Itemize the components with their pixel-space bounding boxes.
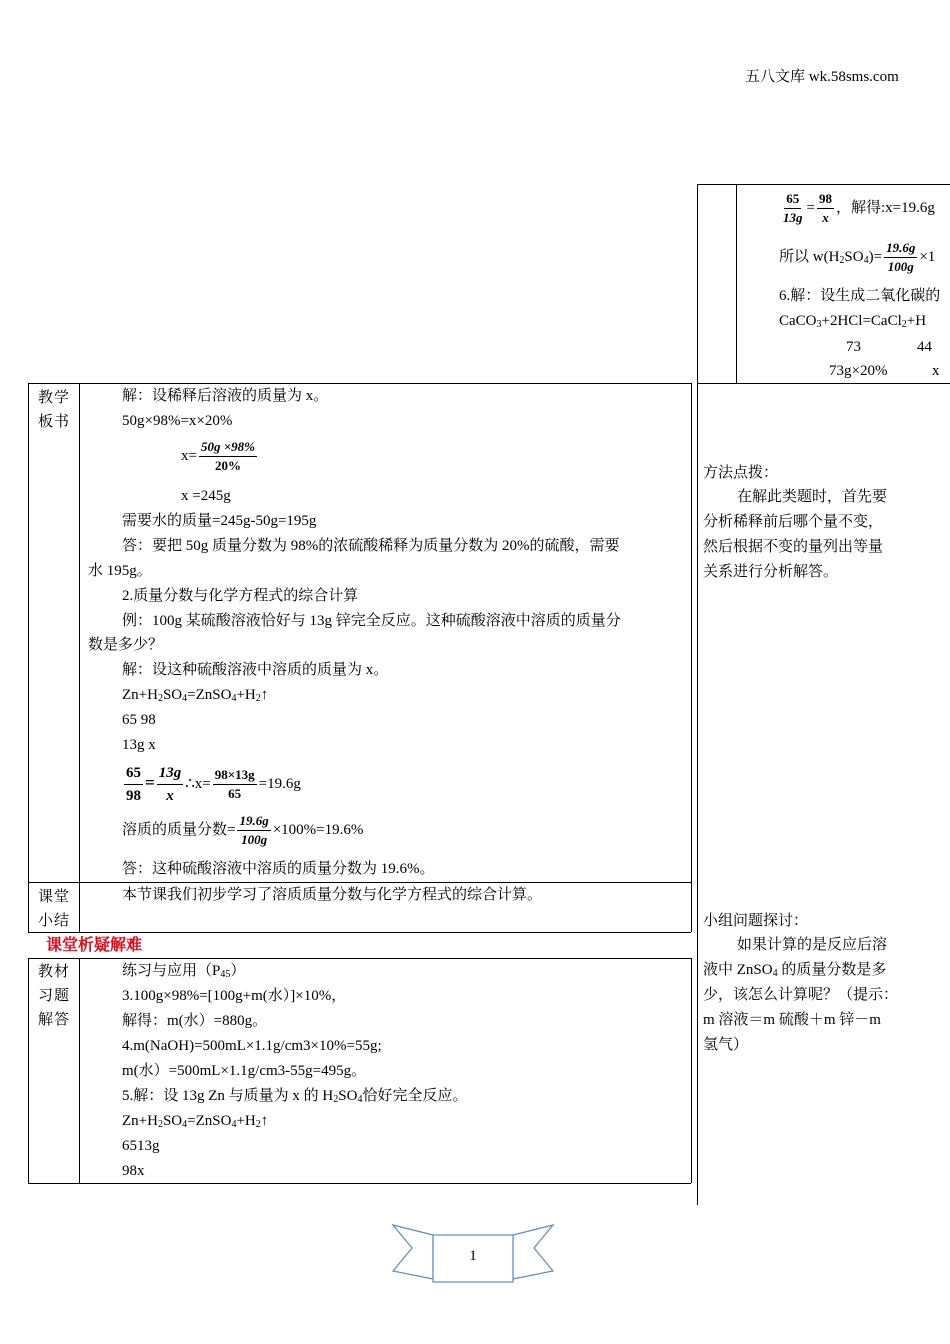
top-caco3-equation: CaCO$_3$+2HCl=CaCl$_2$+H — [779, 313, 927, 330]
top-mass1: 73g×20% — [829, 363, 888, 379]
top-w-h2so4: 所以 $w(H_2SO_4)=$ $\frac{19.6g}{100g}$ ×1 — [779, 240, 936, 275]
exercise-zn-equation: $Zn+H_2SO_4=ZnSO_4+H_2↑$ — [122, 1113, 269, 1130]
summary-label: 课堂 小结 — [38, 889, 71, 929]
board-label: 教学 板书 — [38, 390, 71, 430]
top-num1: 73 — [846, 339, 861, 355]
summary-text: 本节课我们初步学习了溶质质量分数与化学方程式的综合计算。 — [122, 887, 543, 903]
page-number: 1 — [469, 1248, 477, 1264]
board-fraction-x: x= $\frac{50g \times 98\%}{20\%}$ — [181, 439, 255, 474]
board-big-equation: $\frac{65}{98}$ = $\frac{13g}{x}$ ∴x= $\frac{98\times 13g}{65}$ =19.6g — [122, 760, 301, 807]
exercise-label: 教材 习题 解答 — [38, 964, 71, 1028]
top-num2: 44 — [917, 339, 932, 355]
section-title: 课堂析疑解难 — [46, 937, 143, 954]
top-mass2: x — [932, 363, 940, 379]
top-eq1: $\frac{65}{13g}$ = $\frac{98}{x}$ ，解得:x=19.6g — [783, 191, 935, 226]
site-header: 五八文库 wk.58sms.com — [745, 69, 899, 85]
board-zn-equation: $Zn+H_2SO_4=ZnSO_4+H_2↑$ — [122, 687, 269, 704]
board-percent-equation: 溶质的质量分数= $\frac{19.6g}{100g}$ ×100%=19.6% — [122, 813, 364, 848]
top-q6: 6.解：设生成二氧化碳的 — [779, 288, 941, 304]
right-column-line — [697, 383, 698, 1205]
